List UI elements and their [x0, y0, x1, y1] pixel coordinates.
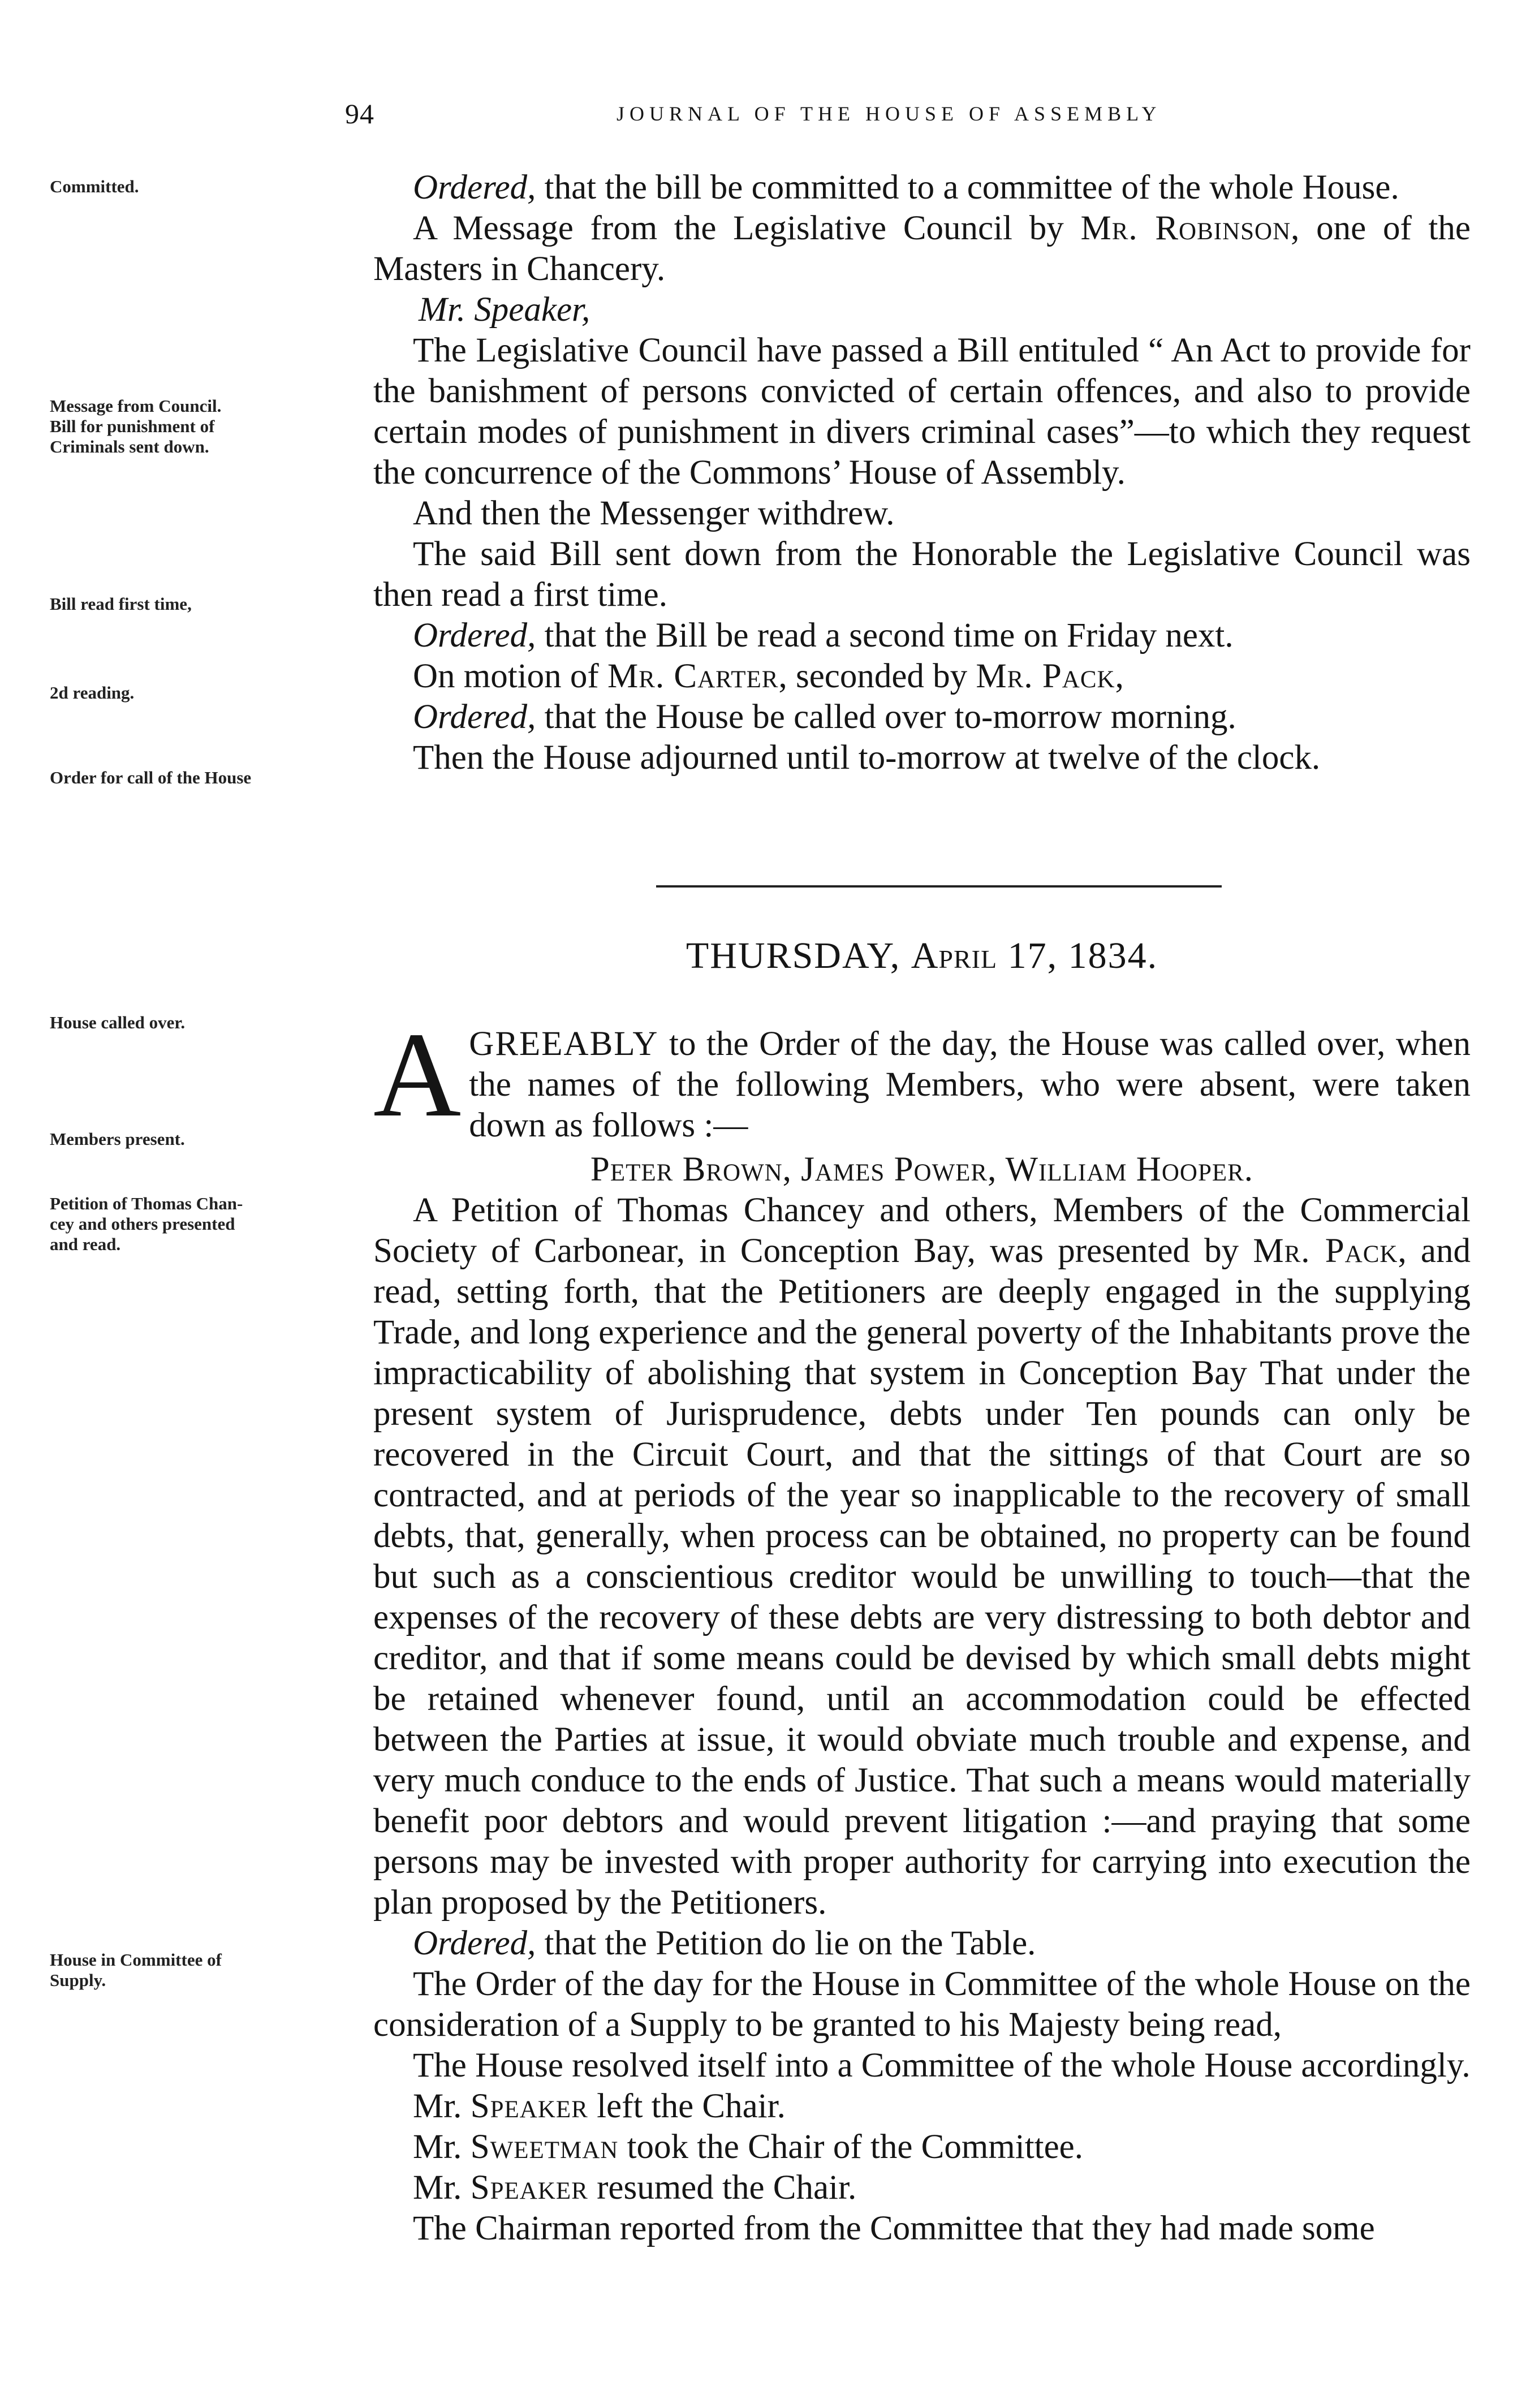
- top-section: [373, 167, 1471, 778]
- call-over-paragraph: Ordered, that the House be called over to-morrow morning.: [413, 698, 1236, 736]
- margin-note-bill-read: Bill read first time,: [50, 594, 192, 614]
- page-header: [0, 97, 1526, 131]
- bill-sent-paragraph: The said Bill sent down from the Honorable the Legislative Council was then read a first time.: [373, 535, 1471, 614]
- margin-note-second-reading: 2d reading.: [50, 683, 135, 703]
- margin-note-house-called: House called over.: [50, 1013, 186, 1032]
- sweetman-chair-paragraph: Mr. Sweetman took the Chair of the Committee.: [413, 2128, 1083, 2166]
- table-paragraph: Ordered, that the Petition do lie on the Table.: [413, 1924, 1036, 1962]
- page-number: 94: [345, 98, 374, 130]
- message-paragraph: A Message from the Legislative Council by Mr. Robinson, one of the Masters in Chancery.: [373, 209, 1471, 288]
- speaker-left-paragraph: Mr. Speaker left the Chair.: [413, 2087, 786, 2125]
- petition-paragraph: A Petition of Thomas Chancey and others, Members of the Commercial Society of Carbonear, in Conception Bay, was presented by Mr. Pack, and read, setting forth, that the Petitioners are deeply engaged in the supplying Trade, and long experience and the general poverty of the Inhabitants prove the impracticability of abolishing that system in Conception Bay That under the present system of Jurisprudence, debts under Ten pounds can only be recovered in the Circuit Court, and that the sittings of that Court are so contracted, and at periods of the year so inapplicable to the recovery of small debts, that, generally, when process can be obtained, no property can be found but such as a conscientious creditor would be unwilling to touch—that the expenses of the recovery of these debts are very distressing to both debtor and creditor, and that if some means could be devised by which small debts might be retained whenever found, until an accommodation could be effected between the Parties at issue, it would obviate much trouble and expense, and very much conduce to the ends of Justice. That such a means would materially benefit poor debtors and would prevent litigation :—and praying that some persons may be invested with proper authority for carrying into execution the plan proposed by the Petitioners.: [373, 1191, 1471, 1922]
- speaker-resumed-paragraph: Mr. Speaker resumed the Chair.: [413, 2169, 857, 2207]
- second-reading-paragraph: Ordered, that the Bill be read a second time on Friday next.: [413, 617, 1234, 654]
- motion-paragraph: On motion of Mr. Carter, seconded by Mr. Pack,: [413, 657, 1124, 695]
- section-divider: [656, 885, 1222, 888]
- supply-order-paragraph: The Order of the day for the House in Committee of the whole House on the consideration of a Supply to be granted to his Majesty being read,: [373, 1965, 1471, 2044]
- margin-note-petition: Petition of Thomas Chan- cey and others presented and read.: [50, 1194, 243, 1254]
- running-head: JOURNAL OF THE HOUSE OF ASSEMBLY: [617, 102, 1162, 125]
- margin-note-supply: House in Committee of Supply.: [50, 1950, 222, 1990]
- resolved-paragraph: The House resolved itself into a Committee of the whole House accordingly.: [413, 2047, 1471, 2084]
- council-paragraph: The Legislative Council have passed a Bill entituled “ An Act to provide for the banishment of persons convicted of certain offences, and also to provide certain modes of punishment in divers criminal cases”—to which they request the concurrence of the Commons’ House of Assembly.: [373, 331, 1471, 492]
- chairman-report-paragraph: The Chairman reported from the Committee that they had made some: [413, 2209, 1375, 2247]
- agreeably-paragraph: AGREEABLY to the Order of the day, the House was called over, when the names of the following Members, who were absent, were taken down as follows :—: [373, 1007, 1471, 1144]
- session-dateline: THURSDAY, April 17, 1834.: [686, 935, 1158, 976]
- withdrew-paragraph: And then the Messenger withdrew.: [413, 494, 895, 532]
- margin-note-order-call: Order for call of the House: [50, 768, 252, 787]
- margin-note-committed: Committed.: [50, 176, 139, 196]
- margin-note-message: Message from Council. Bill for punishment of Criminals sent down.: [50, 396, 222, 456]
- speaker-address: Mr. Speaker,: [419, 291, 590, 329]
- bottom-section: [373, 1007, 1471, 2249]
- adjourned-paragraph: Then the House adjourned until to-morrow at twelve of the clock.: [413, 739, 1321, 777]
- margin-note-members-present: Members present.: [50, 1129, 185, 1149]
- committed-paragraph: Ordered, that the bill be committed to a committee of the whole House.: [413, 169, 1399, 206]
- drop-cap: A: [373, 1007, 462, 1142]
- members-list: Peter Brown, James Power, William Hooper.: [590, 1151, 1254, 1188]
